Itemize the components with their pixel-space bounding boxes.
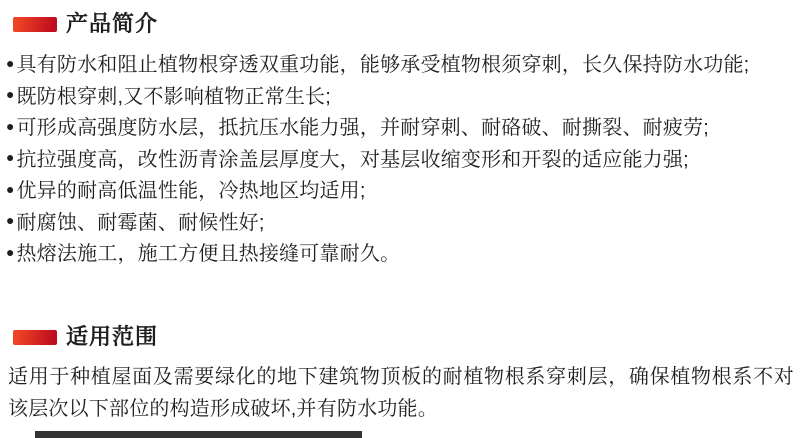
feature-item bbox=[6, 173, 796, 205]
feature-text: 耐腐蚀、耐霉菌、耐候性好; bbox=[16, 211, 265, 234]
feature-item bbox=[6, 236, 796, 268]
feature-text: 既防根穿刺,又不影响植物正常生长; bbox=[16, 85, 331, 108]
feature-item bbox=[6, 79, 796, 111]
feature-item bbox=[6, 47, 796, 79]
feature-text: 可形成高强度防水层，抵抗压水能力强，并耐穿刺、耐硌破、耐撕裂、耐疲劳; bbox=[16, 117, 710, 140]
section-title-intro: 产品简介 bbox=[66, 11, 159, 36]
bullet-dot-icon: ● bbox=[6, 54, 15, 71]
section-header-intro bbox=[13, 11, 158, 37]
red-section-marker-icon bbox=[13, 330, 57, 345]
section-header-scope bbox=[13, 324, 158, 350]
feature-text: 具有防水和阻止植物根穿透双重功能，能够承受植物根须穿刺，长久保持防水功能; bbox=[16, 54, 750, 77]
feature-item bbox=[6, 110, 796, 142]
bullet-dot-icon: ● bbox=[6, 212, 15, 229]
scope-paragraph: 适用于种植屋面及需要绿化的地下建筑物顶板的耐植物根系穿刺层，确保植物根系不对该层次以下部位的构造形成破坏,并有防水功能。 bbox=[8, 366, 794, 420]
feature-list bbox=[6, 47, 796, 268]
cropped-next-section-bar bbox=[35, 431, 362, 438]
feature-text: 优异的耐高低温性能，冷热地区均适用; bbox=[16, 180, 366, 203]
red-section-marker-icon bbox=[13, 17, 57, 32]
bullet-dot-icon: ● bbox=[6, 117, 15, 134]
feature-item bbox=[6, 205, 796, 237]
bullet-dot-icon: ● bbox=[6, 180, 15, 197]
section-title-scope: 适用范围 bbox=[66, 324, 159, 349]
feature-text: 热熔法施工，施工方便且热接缝可靠耐久。 bbox=[16, 243, 401, 266]
bullet-dot-icon: ● bbox=[6, 149, 15, 166]
bullet-dot-icon: ● bbox=[6, 86, 15, 103]
feature-item bbox=[6, 142, 796, 174]
bullet-dot-icon: ● bbox=[6, 243, 15, 260]
feature-text: 抗拉强度高，改性沥青涂盖层厚度大，对基层收缩变形和开裂的适应能力强; bbox=[16, 148, 689, 171]
